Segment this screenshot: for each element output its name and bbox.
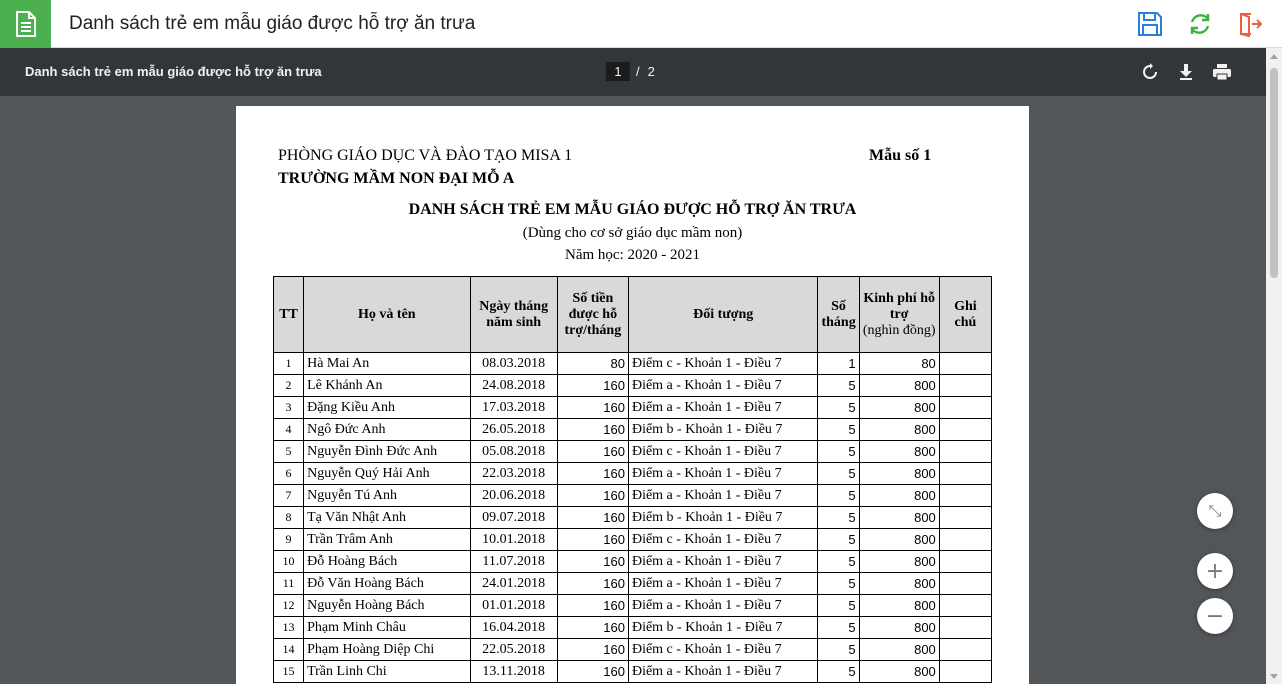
col-header-amount: Số tiền được hỗ trợ/tháng bbox=[557, 277, 628, 353]
cell-target: Điểm a - Khoản 1 - Điều 7 bbox=[628, 375, 818, 397]
total-pages: 2 bbox=[647, 64, 655, 79]
pdf-page bbox=[236, 106, 1029, 684]
cell-note bbox=[939, 595, 991, 617]
cell-dob: 08.03.2018 bbox=[470, 353, 557, 375]
table-row bbox=[274, 661, 992, 683]
cell-amount: 160 bbox=[557, 595, 628, 617]
cell-tt: 5 bbox=[274, 441, 304, 463]
cell-amount: 160 bbox=[557, 573, 628, 595]
cell-dob: 26.05.2018 bbox=[470, 419, 557, 441]
cell-dob: 16.04.2018 bbox=[470, 617, 557, 639]
cell-dob: 17.03.2018 bbox=[470, 397, 557, 419]
cell-months: 5 bbox=[818, 639, 859, 661]
cell-tt: 7 bbox=[274, 485, 304, 507]
cell-months: 5 bbox=[818, 595, 859, 617]
cell-tt: 3 bbox=[274, 397, 304, 419]
document-subtitle: (Dùng cho cơ sở giáo dục mầm non) bbox=[522, 225, 743, 241]
cell-note bbox=[939, 529, 991, 551]
cell-tt: 4 bbox=[274, 419, 304, 441]
cell-tt: 8 bbox=[274, 507, 304, 529]
refresh-icon[interactable] bbox=[1186, 10, 1214, 38]
cell-months: 5 bbox=[818, 463, 859, 485]
cell-note bbox=[939, 661, 991, 683]
cell-months: 5 bbox=[818, 551, 859, 573]
cell-tt: 6 bbox=[274, 463, 304, 485]
exit-icon[interactable] bbox=[1236, 10, 1264, 38]
cell-name: Đỗ Văn Hoàng Bách bbox=[304, 573, 470, 595]
cell-target: Điểm a - Khoản 1 - Điều 7 bbox=[628, 397, 818, 419]
table-row bbox=[274, 463, 992, 485]
cell-funding: 800 bbox=[859, 661, 939, 683]
cell-name: Lê Khánh An bbox=[304, 375, 470, 397]
zoom-out-button[interactable] bbox=[1197, 598, 1233, 634]
cell-tt: 2 bbox=[274, 375, 304, 397]
cell-months: 5 bbox=[818, 507, 859, 529]
table-row bbox=[274, 507, 992, 529]
cell-target: Điểm a - Khoản 1 - Điều 7 bbox=[628, 485, 818, 507]
cell-months: 5 bbox=[818, 397, 859, 419]
cell-months: 5 bbox=[818, 529, 859, 551]
cell-funding: 800 bbox=[859, 529, 939, 551]
cell-funding: 800 bbox=[859, 375, 939, 397]
document-viewport[interactable] bbox=[0, 96, 1266, 684]
cell-target: Điểm c - Khoản 1 - Điều 7 bbox=[628, 639, 818, 661]
cell-target: Điểm a - Khoản 1 - Điều 7 bbox=[628, 463, 818, 485]
table-header-row bbox=[274, 277, 992, 353]
cell-name: Nguyễn Đình Đức Anh bbox=[304, 441, 470, 463]
cell-note bbox=[939, 397, 991, 419]
cell-funding: 800 bbox=[859, 485, 939, 507]
cell-dob: 24.08.2018 bbox=[470, 375, 557, 397]
cell-target: Điểm c - Khoản 1 - Điều 7 bbox=[628, 441, 818, 463]
cell-funding: 80 bbox=[859, 353, 939, 375]
cell-months: 1 bbox=[818, 353, 859, 375]
vertical-scrollbar[interactable] bbox=[1266, 48, 1282, 684]
cell-months: 5 bbox=[818, 441, 859, 463]
download-icon[interactable] bbox=[1175, 61, 1197, 83]
table-row bbox=[274, 375, 992, 397]
cell-name: Tạ Văn Nhật Anh bbox=[304, 507, 470, 529]
cell-name: Đỗ Hoàng Bách bbox=[304, 551, 470, 573]
cell-target: Điểm c - Khoản 1 - Điều 7 bbox=[628, 529, 818, 551]
cell-amount: 160 bbox=[557, 463, 628, 485]
app-title: Danh sách trẻ em mẫu giáo được hỗ trợ ăn trưa bbox=[69, 13, 476, 34]
document-title: DANH SÁCH TRẺ EM MẪU GIÁO ĐƯỢC HỖ TRỢ ĂN TRƯA bbox=[408, 201, 857, 218]
cell-tt: 12 bbox=[274, 595, 304, 617]
table-row bbox=[274, 573, 992, 595]
cell-target: Điểm c - Khoản 1 - Điều 7 bbox=[628, 353, 818, 375]
cell-dob: 22.03.2018 bbox=[470, 463, 557, 485]
cell-name: Phạm Minh Châu bbox=[304, 617, 470, 639]
cell-amount: 160 bbox=[557, 551, 628, 573]
table-row bbox=[274, 397, 992, 419]
cell-tt: 1 bbox=[274, 353, 304, 375]
cell-target: Điểm a - Khoản 1 - Điều 7 bbox=[628, 573, 818, 595]
table-row bbox=[274, 639, 992, 661]
scroll-thumb[interactable] bbox=[1270, 68, 1278, 278]
scroll-up-arrow-icon[interactable] bbox=[1270, 54, 1278, 59]
cell-note bbox=[939, 463, 991, 485]
document-icon bbox=[0, 0, 51, 48]
cell-target: Điểm a - Khoản 1 - Điều 7 bbox=[628, 551, 818, 573]
cell-target: Điểm b - Khoản 1 - Điều 7 bbox=[628, 617, 818, 639]
cell-months: 5 bbox=[818, 375, 859, 397]
cell-funding: 800 bbox=[859, 573, 939, 595]
cell-note bbox=[939, 353, 991, 375]
school-year: Năm học: 2020 - 2021 bbox=[565, 247, 700, 263]
cell-months: 5 bbox=[818, 617, 859, 639]
cell-months: 5 bbox=[818, 661, 859, 683]
col-header-target: Đối tượng bbox=[628, 277, 818, 353]
fit-page-button[interactable] bbox=[1197, 493, 1233, 529]
cell-name: Hà Mai An bbox=[304, 353, 470, 375]
cell-dob: 20.06.2018 bbox=[470, 485, 557, 507]
cell-months: 5 bbox=[818, 485, 859, 507]
cell-note bbox=[939, 551, 991, 573]
cell-amount: 160 bbox=[557, 485, 628, 507]
cell-target: Điểm b - Khoản 1 - Điều 7 bbox=[628, 419, 818, 441]
cell-tt: 11 bbox=[274, 573, 304, 595]
cell-dob: 24.01.2018 bbox=[470, 573, 557, 595]
cell-amount: 160 bbox=[557, 617, 628, 639]
cell-funding: 800 bbox=[859, 463, 939, 485]
funding-unit: (nghìn đồng) bbox=[862, 322, 936, 338]
cell-funding: 800 bbox=[859, 617, 939, 639]
cell-amount: 160 bbox=[557, 507, 628, 529]
viewer-title: Danh sách trẻ em mẫu giáo được hỗ trợ ăn trưa bbox=[25, 64, 322, 79]
cell-months: 5 bbox=[818, 419, 859, 441]
cell-name: Ngô Đức Anh bbox=[304, 419, 470, 441]
cell-dob: 13.11.2018 bbox=[470, 661, 557, 683]
cell-target: Điểm a - Khoản 1 - Điều 7 bbox=[628, 661, 818, 683]
cell-note bbox=[939, 507, 991, 529]
app-titlebar bbox=[0, 0, 1282, 48]
school-name: TRƯỜNG MẦM NON ĐẠI MỖ A bbox=[278, 170, 515, 187]
cell-amount: 160 bbox=[557, 397, 628, 419]
cell-dob: 09.07.2018 bbox=[470, 507, 557, 529]
table-row bbox=[274, 485, 992, 507]
rotate-icon[interactable] bbox=[1139, 61, 1161, 83]
col-header-name: Họ và tên bbox=[304, 277, 470, 353]
cell-tt: 13 bbox=[274, 617, 304, 639]
funding-label: Kinh phí hỗ trợ bbox=[863, 290, 935, 322]
page-selector bbox=[606, 62, 655, 81]
cell-tt: 9 bbox=[274, 529, 304, 551]
table-row bbox=[274, 529, 992, 551]
page-separator: / bbox=[636, 64, 640, 79]
col-header-months: Số tháng bbox=[818, 277, 859, 353]
cell-amount: 160 bbox=[557, 639, 628, 661]
cell-funding: 800 bbox=[859, 639, 939, 661]
cell-name: Nguyễn Tú Anh bbox=[304, 485, 470, 507]
zoom-in-icon: + bbox=[1205, 558, 1225, 584]
table-row bbox=[274, 617, 992, 639]
col-header-tt: TT bbox=[274, 277, 304, 353]
cell-note bbox=[939, 441, 991, 463]
col-header-dob: Ngày tháng năm sinh bbox=[470, 277, 557, 353]
cell-note bbox=[939, 419, 991, 441]
cell-dob: 10.01.2018 bbox=[470, 529, 557, 551]
student-table bbox=[273, 276, 992, 683]
scroll-down-arrow-icon[interactable] bbox=[1270, 674, 1278, 679]
cell-name: Nguyễn Quý Hải Anh bbox=[304, 463, 470, 485]
cell-funding: 800 bbox=[859, 441, 939, 463]
cell-months: 5 bbox=[818, 573, 859, 595]
cell-target: Điểm a - Khoản 1 - Điều 7 bbox=[628, 595, 818, 617]
table-row bbox=[274, 353, 992, 375]
cell-amount: 160 bbox=[557, 661, 628, 683]
cell-funding: 800 bbox=[859, 551, 939, 573]
cell-target: Điểm b - Khoản 1 - Điều 7 bbox=[628, 507, 818, 529]
cell-amount: 160 bbox=[557, 529, 628, 551]
cell-note bbox=[939, 375, 991, 397]
cell-name: Phạm Hoàng Diệp Chi bbox=[304, 639, 470, 661]
cell-dob: 11.07.2018 bbox=[470, 551, 557, 573]
col-header-funding bbox=[859, 277, 939, 353]
cell-amount: 80 bbox=[557, 353, 628, 375]
table-row bbox=[274, 441, 992, 463]
cell-name: Đặng Kiều Anh bbox=[304, 397, 470, 419]
cell-note bbox=[939, 617, 991, 639]
table-row bbox=[274, 551, 992, 573]
cell-note bbox=[939, 573, 991, 595]
cell-name: Trần Trâm Anh bbox=[304, 529, 470, 551]
cell-funding: 800 bbox=[859, 595, 939, 617]
cell-funding: 800 bbox=[859, 419, 939, 441]
pdf-viewer-toolbar bbox=[0, 48, 1266, 96]
cell-amount: 160 bbox=[557, 375, 628, 397]
cell-amount: 160 bbox=[557, 419, 628, 441]
cell-tt: 14 bbox=[274, 639, 304, 661]
cell-name: Nguyễn Hoàng Bách bbox=[304, 595, 470, 617]
cell-dob: 05.08.2018 bbox=[470, 441, 557, 463]
table-row bbox=[274, 595, 992, 617]
fit-icon: ⤡ bbox=[1208, 501, 1222, 520]
table-row bbox=[274, 419, 992, 441]
cell-dob: 01.01.2018 bbox=[470, 595, 557, 617]
cell-tt: 15 bbox=[274, 661, 304, 683]
cell-name: Trần Linh Chi bbox=[304, 661, 470, 683]
cell-amount: 160 bbox=[557, 441, 628, 463]
cell-funding: 800 bbox=[859, 397, 939, 419]
print-icon[interactable] bbox=[1211, 61, 1233, 83]
page-number-input[interactable] bbox=[606, 62, 630, 81]
col-header-note: Ghi chú bbox=[939, 277, 991, 353]
cell-dob: 22.05.2018 bbox=[470, 639, 557, 661]
cell-funding: 800 bbox=[859, 507, 939, 529]
cell-note bbox=[939, 485, 991, 507]
form-number: Mẫu số 1 bbox=[869, 147, 932, 164]
department-name: PHÒNG GIÁO DỤC VÀ ĐÀO TẠO MISA 1 bbox=[278, 147, 573, 164]
zoom-in-button[interactable] bbox=[1197, 553, 1233, 589]
save-icon[interactable] bbox=[1136, 10, 1164, 38]
cell-note bbox=[939, 639, 991, 661]
cell-tt: 10 bbox=[274, 551, 304, 573]
zoom-out-icon: − bbox=[1205, 603, 1225, 629]
